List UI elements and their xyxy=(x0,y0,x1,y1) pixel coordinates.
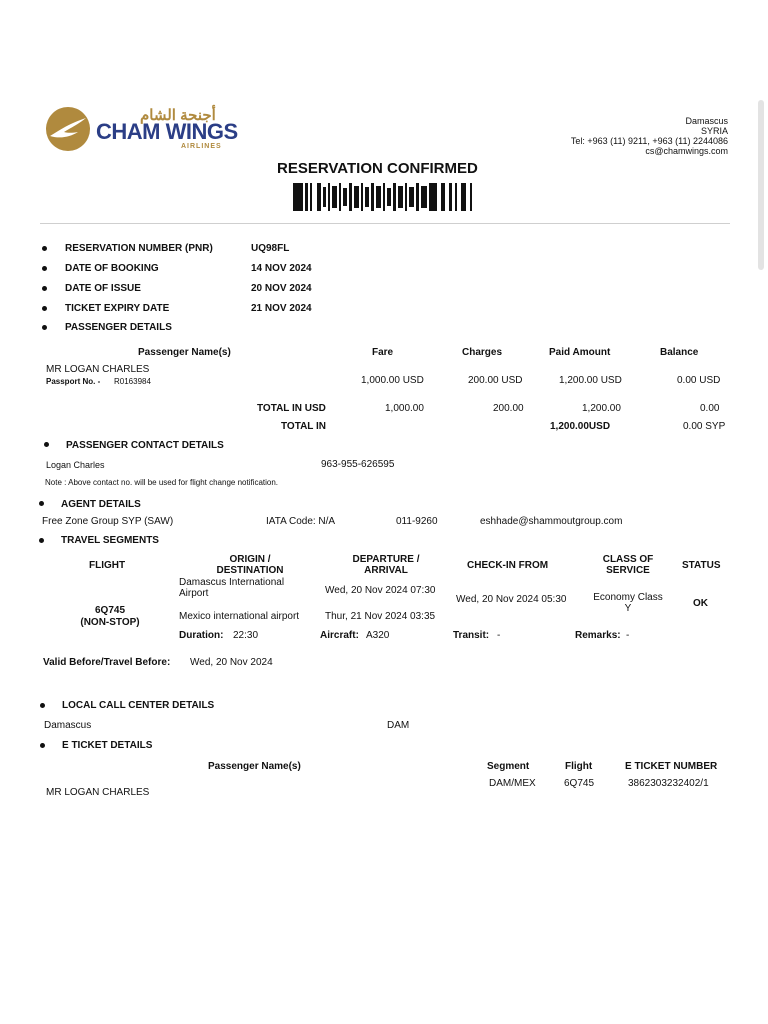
total-usd-fare: 1,000.00 xyxy=(385,403,424,414)
seg-class-line2: Y xyxy=(624,603,632,614)
expiry-date-label: TICKET EXPIRY DATE xyxy=(65,303,170,314)
bullet xyxy=(44,442,49,447)
seg-duration-label: Duration: xyxy=(179,630,224,641)
valid-before-value: Wed, 20 Nov 2024 xyxy=(190,657,273,668)
call-center-city: Damascus xyxy=(44,720,92,731)
scrollbar[interactable] xyxy=(758,100,764,270)
seg-transit: - xyxy=(497,630,501,641)
issue-date-value: 20 NOV 2024 xyxy=(251,283,312,294)
brand-name: CHAM WINGS xyxy=(96,119,238,144)
contact-phone: 963-955-626595 xyxy=(321,459,395,470)
seg-destination: Mexico international airport xyxy=(179,611,300,622)
bullet xyxy=(42,286,47,291)
seg-header-origin xyxy=(195,554,305,576)
bullet xyxy=(39,538,44,543)
contact-name: Logan Charles xyxy=(46,460,105,470)
header-divider xyxy=(40,223,730,224)
seg-departure: Wed, 20 Nov 2024 07:30 xyxy=(325,585,436,596)
total-usd-balance: 0.00 xyxy=(700,403,720,414)
bullet xyxy=(40,743,45,748)
eticket-header-flight: Flight xyxy=(565,761,593,772)
eticket-header-passenger: Passenger Name(s) xyxy=(208,761,301,772)
brand-arabic: أجنحة الشام xyxy=(140,107,216,124)
bullet xyxy=(42,246,47,251)
call-center-heading: LOCAL CALL CENTER DETAILS xyxy=(62,700,215,711)
seg-header-origin-line1: ORIGIN / xyxy=(229,554,271,565)
seg-header-class-line2: SERVICE xyxy=(606,565,650,576)
eticket-heading: E TICKET DETAILS xyxy=(62,740,153,751)
fare-header-charges: Charges xyxy=(462,347,503,358)
eticket-number: 3862303232402/1 xyxy=(628,778,709,789)
company-email: cs@chamwings.com xyxy=(645,146,728,156)
bullet xyxy=(42,266,47,271)
seg-header-departure xyxy=(330,554,442,576)
seg-status: OK xyxy=(693,598,708,609)
bird-logo-icon xyxy=(44,106,92,152)
seg-checkin: Wed, 20 Nov 2024 05:30 xyxy=(456,594,567,605)
seg-flight-type: (NON-STOP) xyxy=(80,617,140,628)
call-center-code: DAM xyxy=(387,720,410,731)
company-contact xyxy=(571,116,728,156)
pnr-label: RESERVATION NUMBER (PNR) xyxy=(65,243,213,254)
fare-value: 1,000.00 USD xyxy=(361,375,424,386)
passenger-details-heading: PASSENGER DETAILS xyxy=(65,322,172,333)
company-tel: Tel: +963 (11) 9211, +963 (11) 2244086 xyxy=(570,136,728,146)
seg-class-line1: Economy Class xyxy=(593,592,663,603)
passenger-name: MR LOGAN CHARLES xyxy=(46,364,150,375)
booking-date-label: DATE OF BOOKING xyxy=(65,263,159,274)
passport-label: Passport No. - xyxy=(46,377,101,386)
seg-flight xyxy=(68,605,152,629)
bullet xyxy=(42,325,47,330)
seg-class xyxy=(588,592,668,614)
seg-remarks-label: Remarks: xyxy=(575,630,621,641)
charges-value: 200.00 USD xyxy=(468,375,523,386)
agent-email: eshhade@shammoutgroup.com xyxy=(480,516,623,527)
seg-origin-line2: Airport xyxy=(179,588,209,599)
seg-aircraft-label: Aircraft: xyxy=(320,630,359,641)
total-usd-charges: 200.00 xyxy=(493,403,524,414)
seg-origin-line1: Damascus International xyxy=(179,577,285,588)
eticket-segment: DAM/MEX xyxy=(489,778,536,789)
expiry-date-value: 21 NOV 2024 xyxy=(251,303,312,314)
issue-date-label: DATE OF ISSUE xyxy=(65,283,141,294)
seg-header-class xyxy=(590,554,666,576)
eticket-header-segment: Segment xyxy=(487,761,530,772)
travel-segments-heading: TRAVEL SEGMENTS xyxy=(61,535,159,546)
booking-date-value: 14 NOV 2024 xyxy=(251,263,312,274)
seg-origin xyxy=(179,577,284,599)
total-usd-label: TOTAL IN USD xyxy=(257,403,326,414)
seg-remarks: - xyxy=(626,630,630,641)
seg-header-status: STATUS xyxy=(682,560,721,571)
seg-header-checkin: CHECK-IN FROM xyxy=(467,560,549,571)
bullet xyxy=(42,306,47,311)
page-title: RESERVATION CONFIRMED xyxy=(277,160,478,177)
seg-duration: 22:30 xyxy=(233,630,259,641)
total-in-balance: 0.00 SYP xyxy=(683,421,726,432)
barcode xyxy=(293,183,477,211)
agent-iata: IATA Code: N/A xyxy=(266,516,336,527)
total-in-label: TOTAL IN xyxy=(281,421,326,432)
eticket-passenger-name: MR LOGAN CHARLES xyxy=(46,787,150,798)
company-country: SYRIA xyxy=(700,126,728,136)
bullet xyxy=(39,501,44,506)
seg-aircraft: A320 xyxy=(366,630,390,641)
seg-header-departure-line1: DEPARTURE / xyxy=(352,554,420,565)
eticket-header-number: E TICKET NUMBER xyxy=(625,761,718,772)
passport-number: R0163984 xyxy=(114,377,151,386)
seg-header-origin-line2: DESTINATION xyxy=(216,565,284,576)
seg-transit-label: Transit: xyxy=(453,630,490,641)
logo xyxy=(44,106,244,156)
seg-arrival: Thur, 21 Nov 2024 03:35 xyxy=(325,611,436,622)
paid-value: 1,200.00 USD xyxy=(559,375,622,386)
fare-header-paid: Paid Amount xyxy=(549,347,611,358)
company-city: Damascus xyxy=(685,116,728,126)
balance-value: 0.00 USD xyxy=(677,375,721,386)
bullet xyxy=(40,703,45,708)
agent-name: Free Zone Group SYP (SAW) xyxy=(42,516,174,527)
fare-header-passenger: Passenger Name(s) xyxy=(138,347,231,358)
eticket-flight: 6Q745 xyxy=(564,778,595,789)
pnr-value: UQ98FL xyxy=(251,243,290,254)
contact-note: Note : Above contact no. will be used for flight change notification. xyxy=(45,478,279,487)
seg-flight-number: 6Q745 xyxy=(94,605,126,616)
seg-header-class-line1: CLASS OF xyxy=(602,554,654,565)
total-in-paid: 1,200.00USD xyxy=(550,421,611,432)
fare-header-balance: Balance xyxy=(660,347,699,358)
seg-header-departure-line2: ARRIVAL xyxy=(364,565,408,576)
contact-details-heading: PASSENGER CONTACT DETAILS xyxy=(66,440,224,451)
brand-sub: AIRLINES xyxy=(181,143,222,150)
agent-phone: 011-9260 xyxy=(396,516,438,527)
total-usd-paid: 1,200.00 xyxy=(582,403,621,414)
seg-header-flight: FLIGHT xyxy=(89,560,126,571)
valid-before-label: Valid Before/Travel Before: xyxy=(43,657,171,668)
fare-header-fare: Fare xyxy=(372,347,394,358)
agent-details-heading: AGENT DETAILS xyxy=(61,499,141,510)
